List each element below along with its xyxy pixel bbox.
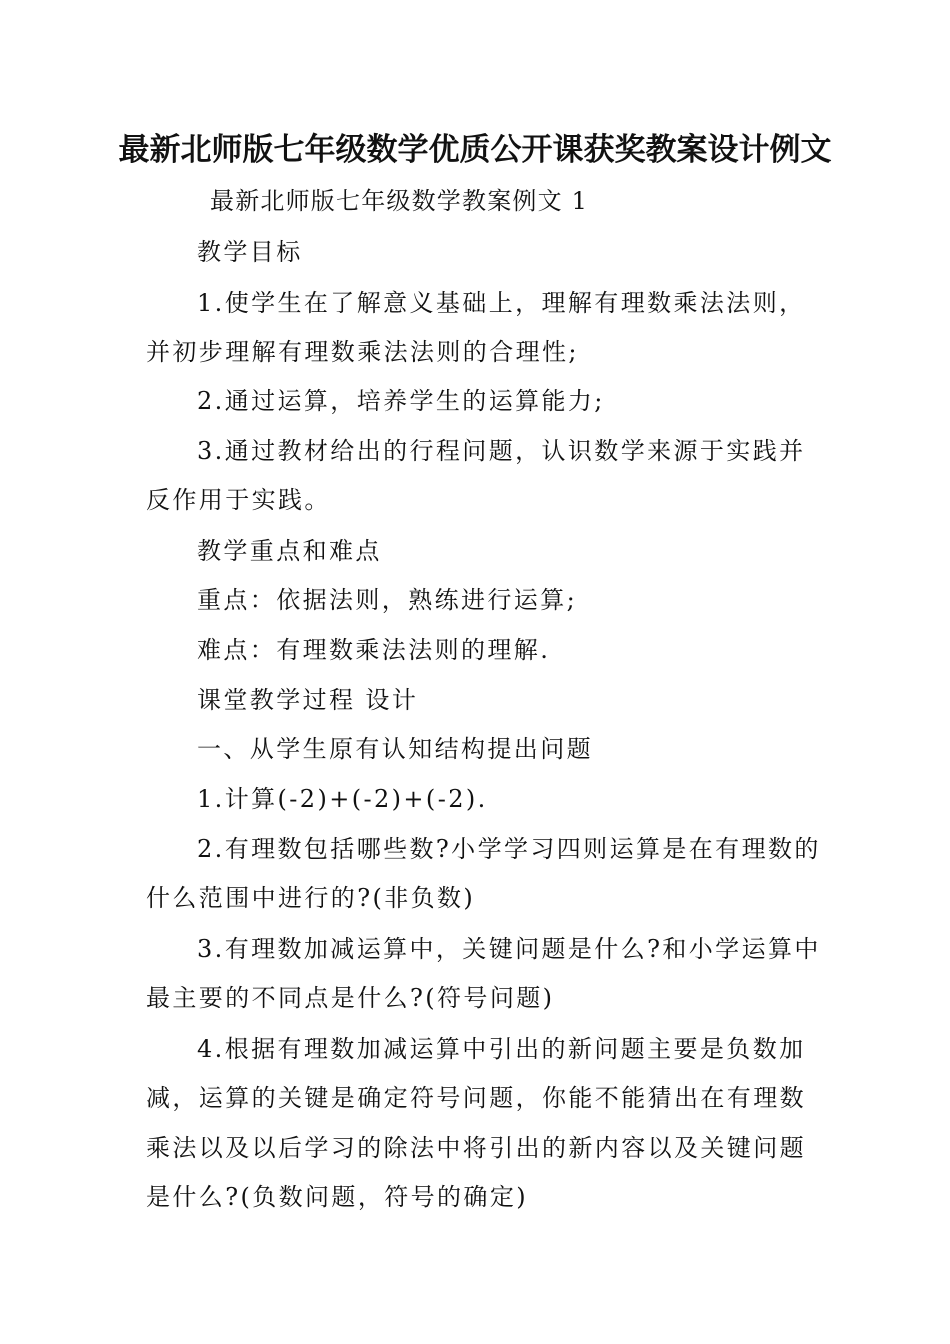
paragraph-line: 3.通过教材给出的行程问题，认识数学来源于实践并: [197, 437, 806, 465]
paragraph-line: 减，运算的关键是确定符号问题，你能不能猜出在有理数: [146, 1084, 806, 1112]
paragraph-line: 是什么?(负数问题，符号的确定): [146, 1183, 528, 1211]
document-subtitle: 最新北师版七年级数学教案例文 1: [210, 187, 589, 215]
paragraph-line: 3.有理数加减运算中，关键问题是什么?和小学运算中: [197, 935, 821, 963]
section-heading-part-one: 一、从学生原有认知结构提出问题: [197, 735, 593, 763]
section-heading-objectives: 教学目标: [197, 238, 303, 266]
paragraph-line: 最主要的不同点是什么?(符号问题): [146, 984, 555, 1012]
paragraph-line: 反作用于实践。: [146, 486, 331, 514]
document-title: 最新北师版七年级数学优质公开课获奖教案设计例文: [118, 132, 832, 168]
paragraph-line: 难点：有理数乘法法则的理解.: [197, 636, 551, 664]
paragraph-line: 什么范围中进行的?(非负数): [146, 884, 476, 912]
paragraph-line: 4.根据有理数加减运算中引出的新问题主要是负数加: [197, 1035, 806, 1063]
paragraph-line: 并初步理解有理数乘法法则的合理性;: [146, 338, 579, 366]
section-heading-process: 课堂教学过程 设计: [197, 686, 419, 714]
paragraph-line: 1.使学生在了解意义基础上，理解有理数乘法法则，: [197, 289, 806, 317]
paragraph-line: 2.有理数包括哪些数?小学学习四则运算是在有理数的: [197, 835, 821, 863]
paragraph-line: 2.通过运算，培养学生的运算能力;: [197, 387, 605, 415]
paragraph-line: 1.计算(-2)+(-2)+(-2).: [197, 785, 488, 813]
paragraph-line: 乘法以及以后学习的除法中将引出的新内容以及关键问题: [146, 1134, 806, 1162]
section-heading-key-points: 教学重点和难点: [197, 537, 382, 565]
paragraph-line: 重点：依据法则，熟练进行运算;: [197, 586, 578, 614]
